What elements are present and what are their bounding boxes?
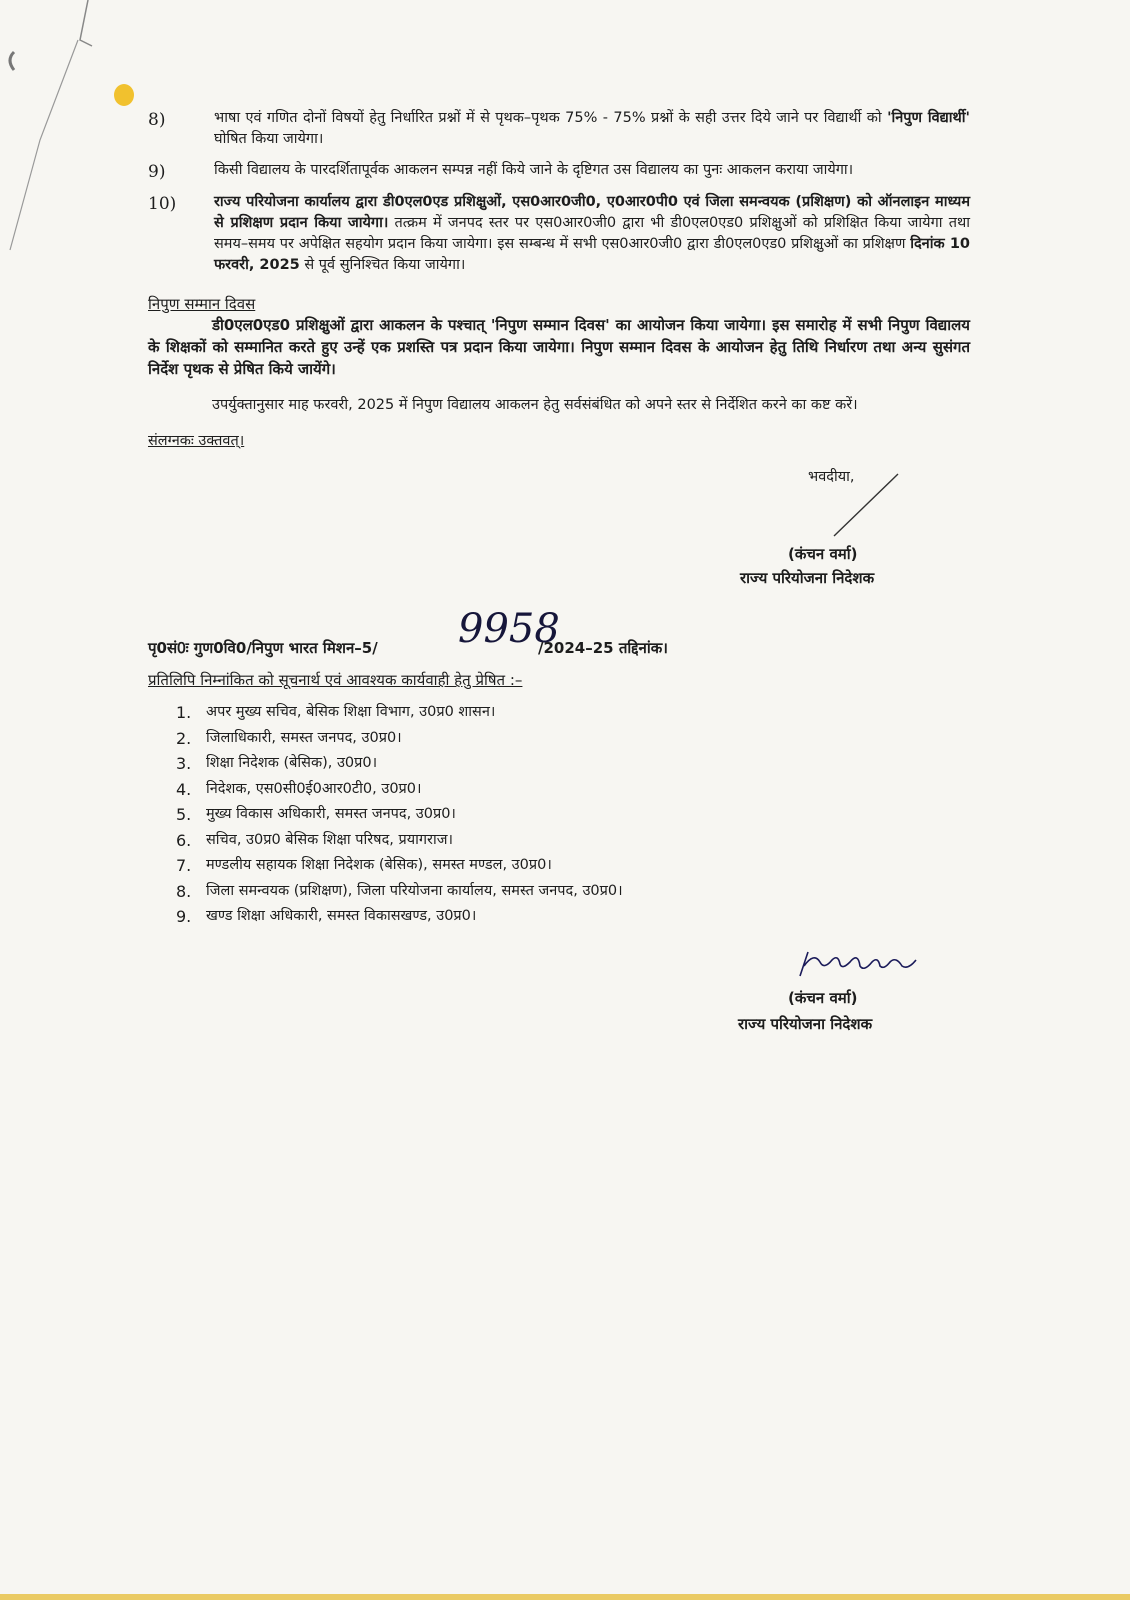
list-item: 6. सचिव, उ0प्र0 बेसिक शिक्षा परिषद, प्रयागराज। xyxy=(176,830,453,850)
list-item: 7. मण्डलीय सहायक शिक्षा निदेशक (बेसिक), समस्त मण्डल, उ0प्र0। xyxy=(176,856,552,875)
item-number: 10) xyxy=(148,194,177,214)
signatory-name: (कंचन वर्मा) xyxy=(788,988,858,1007)
list-item-10 xyxy=(148,192,970,276)
margin-fold-line xyxy=(10,40,78,250)
item-number: 9) xyxy=(148,162,166,182)
reference-handwritten-number: 9958 xyxy=(458,606,560,652)
item-number: 8) xyxy=(148,110,166,130)
list-item: 3. शिक्षा निदेशक (बेसिक), उ0प्र0। xyxy=(176,754,378,773)
copy-heading: प्रतिलिपि निम्नांकित को सूचनार्थ एवं आवश्यक कार्यवाही हेतु प्रेषित :– xyxy=(148,671,523,689)
closing-paragraph: उपर्युक्तानुसार माह फरवरी, 2025 में निपुण विद्यालय आकलन हेतु सर्वसंबंधित को अपने स्तर से निर्देशित करने का कष्ट करें। xyxy=(212,397,858,413)
signature-block xyxy=(148,456,970,586)
document-page xyxy=(148,108,970,1056)
bottom-yellow-strip xyxy=(0,1594,1130,1600)
reference-prefix: पृ0सं0ः गुण0वि0/निपुण भारत मिशन–5/ xyxy=(148,639,378,657)
list-item: 9. खण्ड शिक्षा अधिकारी, समस्त विकासखण्ड, उ0प्र0। xyxy=(176,907,477,926)
list-item: 4. निदेशक, एस0सी0ई0आर0टी0, उ0प्र0। xyxy=(176,779,422,799)
copy-list xyxy=(176,700,970,930)
yellow-dot xyxy=(114,84,134,106)
item-text: भाषा एवं गणित दोनों विषयों हेतु निर्धारित प्रश्नों में से पृथक–पृथक 75% - 75% प्रश्नों के सही उत्तर दिये जाने पर विद्यार्थी को 'निपुण विद्यार्थी' घोषित किया जायेगा। xyxy=(214,110,971,147)
list-item: 5. मुख्य विकास अधिकारी, समस्त जनपद, उ0प्र0। xyxy=(176,805,456,824)
list-item-8 xyxy=(148,108,970,150)
item-text: राज्य परियोजना कार्यालय द्वारा डी0एल0एड प्रशिक्षुओं, एस0आर0जी0, ए0आर0पी0 एवं जिला समन्वयक (प्रशिक्षण) को ऑनलाइन माध्यम से प्रशिक्षण प्रदान किया जायेगा। तत्क्रम में जनपद स्तर पर एस0आर0जी0 द्वारा भी डी0एल0एड0 प्रशिक्षुओं को प्रशिक्षित किया जायेगा तथा समय–समय पर अपेक्षित सहयोग प्रदान किया जायेगा। इस सम्बन्ध में सभी एस0आर0जी0 द्वारा डी0एल0एड0 प्रशिक्षुओं का प्रशिक्षण दिनांक 10 फरवरी, 2025 से पूर्व सुनिश्चित किया जायेगा। xyxy=(214,194,971,273)
list-item: 1. अपर मुख्य सचिव, बेसिक शिक्षा विभाग, उ0प्र0 शासन। xyxy=(176,703,496,722)
section-paragraph: डी0एल0एड0 प्रशिक्षुओं द्वारा आकलन के पश्चात् 'निपुण सम्मान दिवस' का आयोजन किया जायेगा। इस समारोह में सभी निपुण विद्यालय के शिक्षकों को सम्मानित करते हुए उन्हें एक प्रशस्ति पत्र प्रदान किया जायेगा। निपुण सम्मान दिवस के आयोजन हेतु तिथि निर्धारण तथा अन्य सुसंगत निर्देश पृथक से प्रेषित किये जायेंगे। xyxy=(148,316,970,378)
signatory-designation: राज्य परियोजना निदेशक xyxy=(738,1014,873,1033)
list-item: 8. जिला समन्वयक (प्रशिक्षण), जिला परियोजना कार्यालय, समस्त जनपद, उ0प्र0। xyxy=(176,881,623,901)
signature-stroke xyxy=(828,470,908,540)
reference-line xyxy=(148,606,970,666)
signature-block-2 xyxy=(148,946,970,1056)
list-item-9 xyxy=(148,160,970,182)
margin-pencil-line xyxy=(80,0,92,46)
signatory-name: (कंचन वर्मा) xyxy=(788,545,858,563)
reference-suffix: /2024–25 तद्दिनांक। xyxy=(538,639,668,657)
item-text: किसी विद्यालय के पारदर्शितापूर्वक आकलन सम्पन्न नहीं किये जाने के दृष्टिगत उस विद्यालय का पुनः आकलन कराया जायेगा। xyxy=(214,162,854,178)
punch-hole-mark xyxy=(10,52,14,70)
signatory-designation: राज्य परियोजना निदेशक xyxy=(740,569,875,587)
section-title: निपुण सम्मान दिवस xyxy=(148,295,256,313)
regards-text: भवदीया, xyxy=(808,469,855,485)
enclosure-line: संलग्नकः उक्तवत्। xyxy=(148,433,245,449)
handwritten-signature xyxy=(794,946,944,986)
list-item: 2. जिलाधिकारी, समस्त जनपद, उ0प्र0। xyxy=(176,728,402,748)
